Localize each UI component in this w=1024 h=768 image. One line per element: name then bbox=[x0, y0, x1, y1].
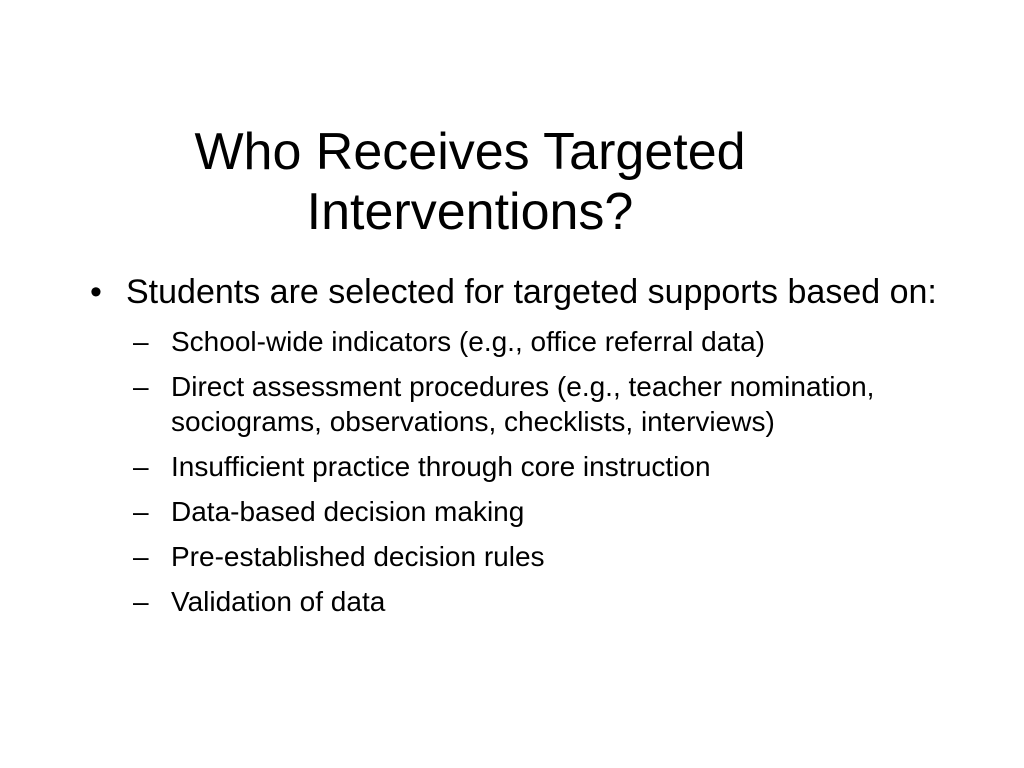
sub-bullet-text: School-wide indicators (e.g., office referral data) bbox=[171, 326, 765, 357]
dash-marker: – bbox=[133, 326, 149, 357]
main-bullet-text: Students are selected for targeted supports based on: bbox=[126, 273, 937, 311]
sub-bullet-text: Direct assessment procedures (e.g., teacher nomination, sociograms, observations, checklists, interviews) bbox=[171, 371, 875, 437]
sub-bullet-item bbox=[133, 449, 968, 484]
sub-bullet-text: Insufficient practice through core instruction bbox=[171, 451, 711, 482]
slide-title-line-1: Who Receives Targeted bbox=[194, 123, 746, 181]
main-bullet bbox=[88, 272, 968, 313]
sub-bullet-text: Data-based decision making bbox=[171, 496, 525, 527]
sub-bullet-text: Validation of data bbox=[171, 586, 386, 617]
sub-bullet-item bbox=[133, 494, 968, 529]
sub-bullet-item bbox=[133, 539, 968, 574]
sub-bullet-item bbox=[133, 369, 968, 439]
sub-bullet-item bbox=[133, 584, 968, 619]
sub-bullet-list bbox=[133, 324, 968, 619]
slide-title bbox=[0, 122, 940, 242]
bullet-marker: • bbox=[90, 273, 102, 311]
dash-marker: – bbox=[133, 371, 149, 402]
sub-bullet-item bbox=[133, 324, 968, 359]
slide-title-line-2: Interventions? bbox=[306, 183, 634, 241]
sub-bullet-text: Pre-established decision rules bbox=[171, 541, 545, 572]
dash-marker: – bbox=[133, 451, 149, 482]
dash-marker: – bbox=[133, 586, 149, 617]
dash-marker: – bbox=[133, 496, 149, 527]
dash-marker: – bbox=[133, 541, 149, 572]
slide-body bbox=[88, 272, 968, 629]
